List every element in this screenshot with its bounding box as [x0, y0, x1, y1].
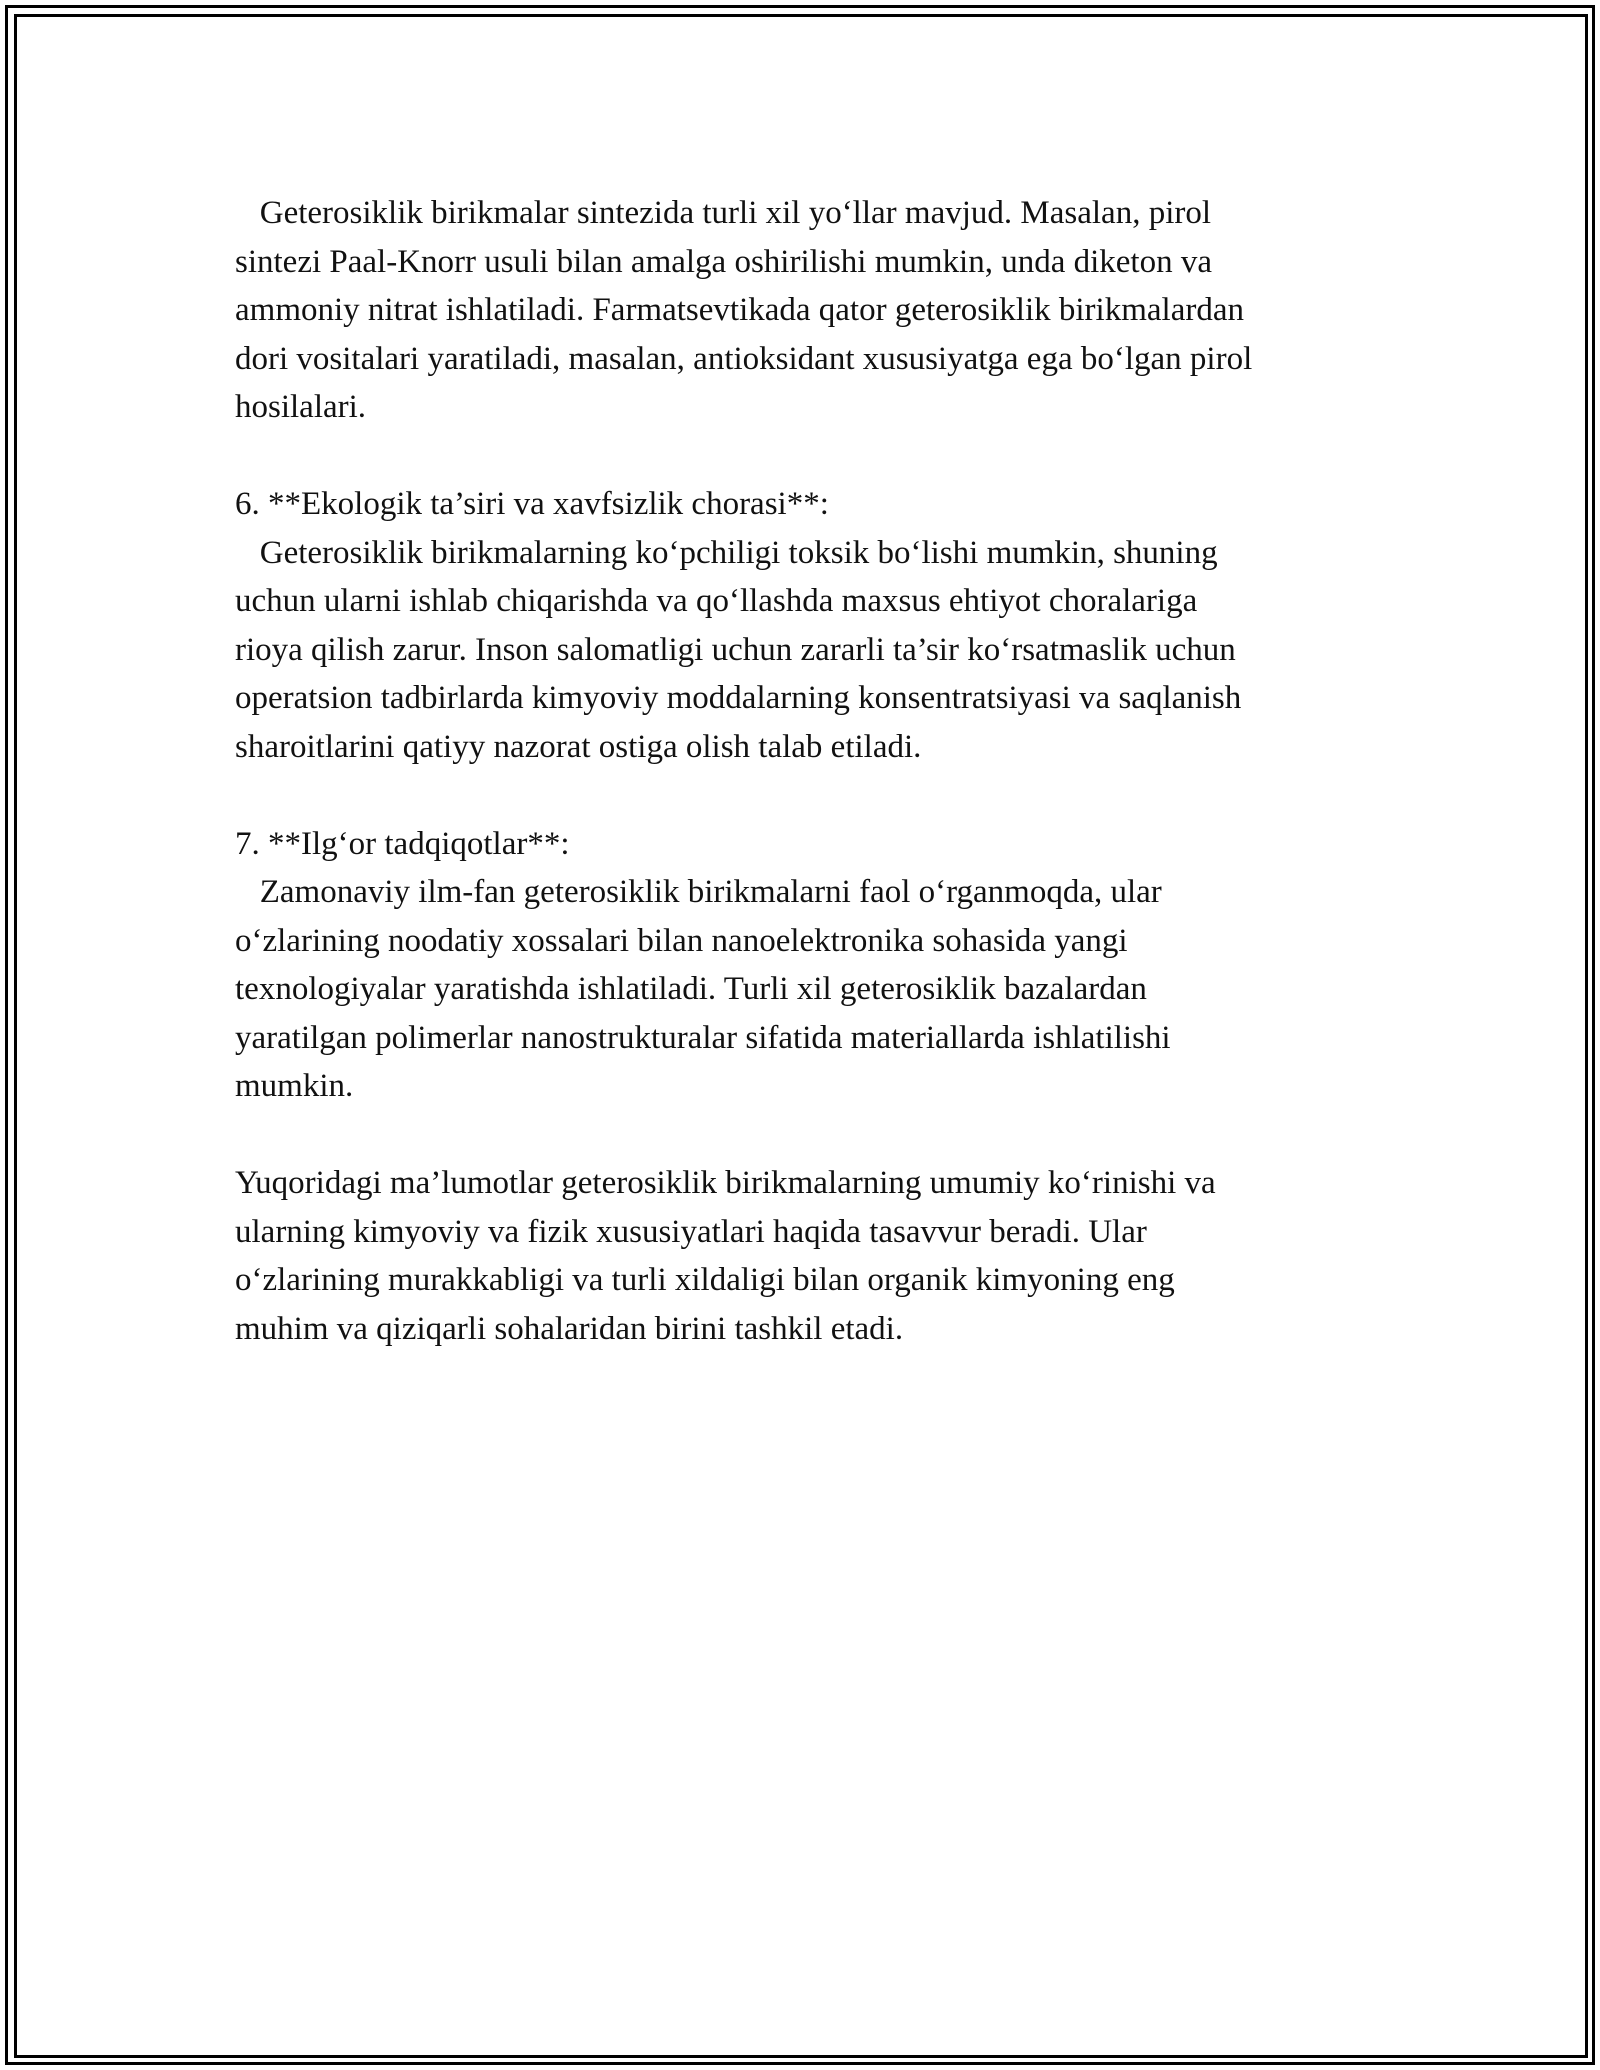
text-line: yaratilgan polimerlar nanostrukturalar sifatida materiallarda ishlatilishi [235, 1019, 1171, 1056]
paragraph-conclusion [235, 1159, 1395, 1353]
paragraph-research [235, 820, 1395, 1111]
paragraph-synthesis [235, 189, 1395, 432]
document-body [235, 189, 1395, 1353]
text-line: Geterosiklik birikmalar sintezida turli xil yo‘llar mavjud. Masalan, pirol [235, 195, 1212, 231]
text-line: ularning kimyoviy va fizik xususiyatlari haqida tasavvur beradi. Ular [235, 1213, 1147, 1250]
text-line: uchun ularni ishlab chiqarishda va qo‘llashda maxsus ehtiyot choralariga [235, 583, 1198, 619]
text-line: ammoniy nitrat ishlatiladi. Farmatsevtikada qator geterosiklik birikmalardan [235, 292, 1244, 328]
paragraph-spacer [235, 771, 1395, 820]
text-line: mumkin. [235, 1068, 354, 1104]
text-line: sintezi Paal-Knorr usuli bilan amalga oshirilishi mumkin, unda diketon va [235, 243, 1212, 280]
section-heading: 6. **Ekologik ta’siri va xavfsizlik chorasi**: [235, 486, 829, 522]
text-line: Yuqoridagi ma’lumotlar geterosiklik birikmalarning umumiy ko‘rinishi va [235, 1165, 1216, 1201]
text-line: sharoitlarini qatiyy nazorat ostiga olish talab etiladi. [235, 728, 922, 765]
paragraph-spacer [235, 1111, 1395, 1160]
text-line: Geterosiklik birikmalarning ko‘pchiligi toksik bo‘lishi mumkin, shuning [235, 534, 1218, 571]
text-line: Zamonaviy ilm-fan geterosiklik birikmalarni faol o‘rganmoqda, ular [235, 874, 1162, 910]
paragraph-spacer [235, 432, 1395, 481]
text-line: o‘zlarining murakkabligi va turli xildaligi bilan organik kimyoning eng [235, 1262, 1175, 1298]
paragraph-ecology [235, 480, 1395, 771]
text-line: o‘zlarining noodatiy xossalari bilan nanoelektronika sohasida yangi [235, 922, 1128, 959]
text-line: operatsion tadbirlarda kimyoviy moddalarning konsentratsiyasi va saqlanish [235, 680, 1242, 716]
text-line: texnologiyalar yaratishda ishlatiladi. Turli xil geterosiklik bazalardan [235, 971, 1147, 1007]
text-line: dori vositalari yaratiladi, masalan, antioksidant xususiyatga ega bo‘lgan pirol [235, 340, 1253, 377]
text-line: muhim va qiziqarli sohalaridan birini tashkil etadi. [235, 1310, 904, 1347]
text-line: rioya qilish zarur. Inson salomatligi uchun zararli ta’sir ko‘rsatmaslik uchun [235, 631, 1236, 668]
section-heading: 7. **Ilg‘or tadqiqotlar**: [235, 825, 570, 862]
text-line: hosilalari. [235, 389, 367, 425]
